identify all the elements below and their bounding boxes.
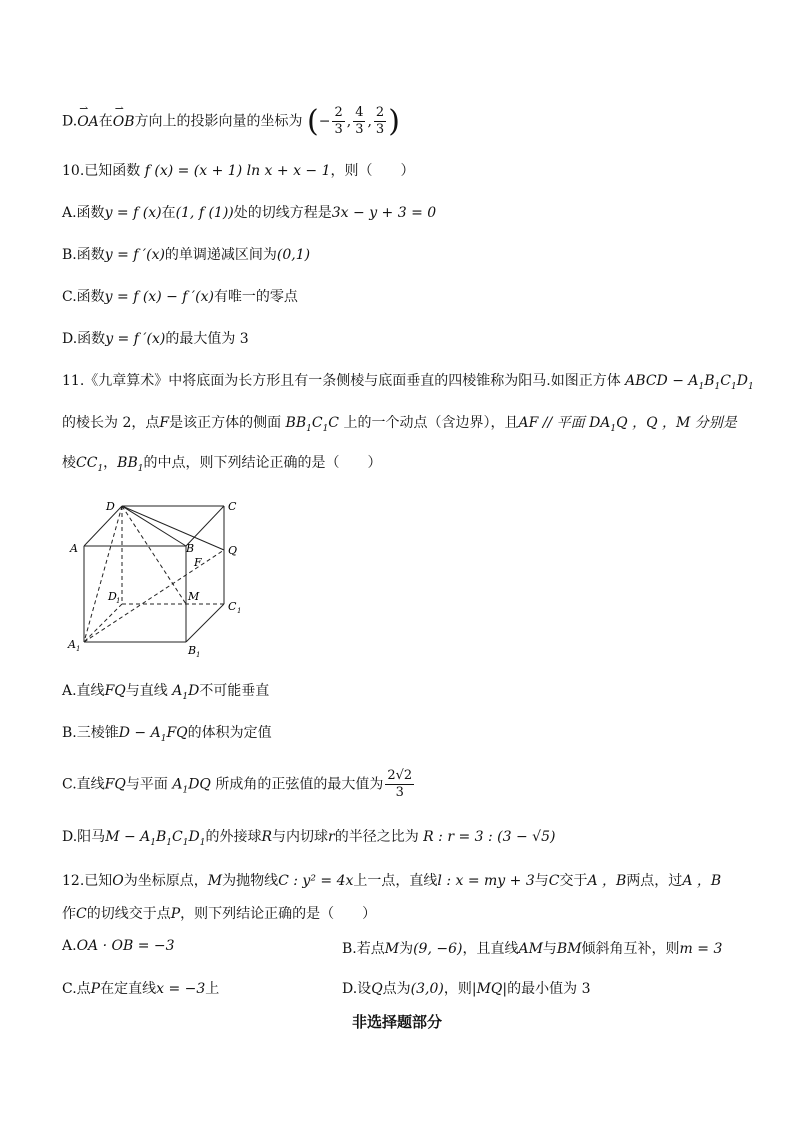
numerator: 2 xyxy=(334,105,343,120)
text: 的最大值为 3 xyxy=(165,331,249,347)
denominator: 3 xyxy=(395,785,404,800)
fraction xyxy=(332,105,344,138)
label-b1: B xyxy=(188,644,197,657)
denominator: 3 xyxy=(375,122,385,137)
text: 在 xyxy=(98,113,113,130)
text: 上的一个动点（含边界），且 xyxy=(343,415,519,431)
math: BM xyxy=(556,941,582,957)
q12-option-a xyxy=(62,938,175,954)
text: 有唯一的零点 xyxy=(213,289,298,305)
label-a: A xyxy=(70,542,78,555)
edge xyxy=(84,506,122,546)
math: Q xyxy=(371,981,383,997)
option-label: C.直线 xyxy=(62,776,105,793)
text: 与 xyxy=(534,873,549,889)
math: P xyxy=(170,906,181,922)
left-paren: ( xyxy=(307,104,319,139)
text: 的半径之比为 xyxy=(334,829,419,845)
label-sub: 1 xyxy=(237,607,242,615)
math: Q ，Q ，M 分别是 xyxy=(616,415,737,431)
text: 的体积为定值 xyxy=(187,725,272,741)
math: m = 3 xyxy=(679,941,723,957)
math: (0,1) xyxy=(276,247,311,263)
math: OA · OB = −3 xyxy=(76,938,175,954)
fraction xyxy=(374,105,386,138)
text: 棱 xyxy=(62,455,76,471)
math: 3x − y + 3 = 0 xyxy=(331,205,437,221)
text: 为抛物线 xyxy=(222,873,279,889)
cube-figure xyxy=(62,490,262,660)
label-f: F xyxy=(194,556,202,569)
option-label: B.若点 xyxy=(342,941,385,957)
option-label: D. xyxy=(62,113,78,130)
text: 上 xyxy=(205,981,220,997)
q10-option-b xyxy=(62,244,310,264)
section-title: 非选择题部分 xyxy=(351,1013,442,1031)
text: 的切线交于点 xyxy=(86,906,171,922)
option-label: A.函数 xyxy=(62,205,105,221)
text: 在定直线 xyxy=(100,981,157,997)
q11-option-d: D.阳马$M - A_1B_1C_1D_1$的外接球R与内切球r的半径之比为 R : r = 3 : (3 − √5) xyxy=(62,829,556,848)
option-label: D.阳马 xyxy=(62,829,106,845)
math: AF // 平面 DA xyxy=(518,415,611,431)
fraction xyxy=(353,105,365,138)
label-sub: 1 xyxy=(196,651,201,659)
q12-option-b xyxy=(342,938,722,958)
math: FQ xyxy=(104,776,126,793)
math: (3,0) xyxy=(410,981,444,997)
numerator: 2√2 xyxy=(387,768,413,783)
edge xyxy=(122,506,224,550)
label-c: C xyxy=(228,500,237,513)
q11-line1: 11.《九章算术》中将底面为长方形且有一条侧棱与底面垂直的四棱锥称为阳马.如图正方体 ABCD − $A_1B_1C_1D_1$ xyxy=(62,373,754,392)
vector-ob: ⇀ OB xyxy=(113,114,135,130)
q11-line2: 的棱长为 2，点F是该正方体的侧面 $BB_1C_1C$ 上的一个动点（含边界），且AF // 平面 $DA_1Q$ ，Q ，M 分别是 xyxy=(62,415,737,434)
vector-oa: ⇀ OA xyxy=(77,114,99,130)
math: R : r = 3 : (3 − √5) xyxy=(423,829,556,845)
q11-option-b: B.三棱锥$D - A_1FQ$的体积为定值 xyxy=(62,725,272,744)
text: 的最小值为 3 xyxy=(507,981,591,997)
function-expr: f (x) = (x + 1) ln x + x − 1 xyxy=(144,163,331,179)
math: F xyxy=(159,415,170,431)
text: 11.《九章算术》中将底面为长方形且有一条侧棱与底面垂直的四棱锥称为阳马.如图正方体 xyxy=(62,373,621,389)
label-sub: 1 xyxy=(116,597,121,605)
text: 是该正方体的侧面 xyxy=(169,415,282,431)
label-sub: 1 xyxy=(76,645,81,653)
minus: − xyxy=(318,113,331,130)
math: FQ xyxy=(104,683,126,699)
math: AM xyxy=(518,941,543,957)
label-a1: A xyxy=(68,638,76,651)
math: O xyxy=(112,873,124,889)
text: ，且直线 xyxy=(462,941,519,957)
text: 12.已知 xyxy=(62,873,113,889)
math: y = f ′(x) xyxy=(104,247,165,263)
math: C : y² = 4x xyxy=(278,873,354,889)
math: A ，B xyxy=(587,873,627,889)
text: 点为 xyxy=(382,981,411,997)
math: C xyxy=(76,906,87,922)
q9-option-d: D.⇀ OA在⇀ OB方向上的投影向量的坐标为 (− $\frac{2}{3}$ , $\frac{4}{3}$ , $\frac{2}{3}$ ) xyxy=(62,104,400,139)
math: r xyxy=(328,829,335,845)
text: 的中点，则下列结论正确的是（ ） xyxy=(143,455,382,471)
math: y = f (x) − f ′(x) xyxy=(104,289,214,305)
math: M xyxy=(384,941,400,957)
edge xyxy=(122,506,186,546)
math: y = f ′(x) xyxy=(105,331,166,347)
text: 处的切线方程是 xyxy=(233,205,332,221)
text: ，则 xyxy=(443,981,472,997)
text: 不可能垂直 xyxy=(199,683,270,699)
text: 倾斜角互补，则 xyxy=(581,941,680,957)
math: (9, −6) xyxy=(413,941,463,957)
math: M xyxy=(207,873,223,889)
text: 为坐标原点， xyxy=(123,873,208,889)
q12-line2 xyxy=(62,903,376,923)
label-c1: C xyxy=(228,600,237,613)
q11-option-a: A.直线FQ与直线 $A_1D$不可能垂直 xyxy=(62,683,270,702)
q12-line1 xyxy=(62,870,721,890)
text: 与内切球 xyxy=(272,829,328,845)
option-label: B.三棱锥 xyxy=(62,725,119,741)
option-label: B.函数 xyxy=(62,247,105,263)
label-d1: D xyxy=(108,590,117,603)
text: 与平面 xyxy=(125,776,168,793)
hidden-edge xyxy=(122,506,186,604)
text: 在 xyxy=(161,205,176,221)
q11-line3: 棱$CC_1$，$BB_1$的中点，则下列结论正确的是（ ） xyxy=(62,455,382,474)
math: |MQ| xyxy=(471,981,508,997)
question-number: 10.已知函数 xyxy=(62,163,141,179)
option-label: A. xyxy=(62,938,77,954)
text: 交于 xyxy=(559,873,588,889)
math: x = −3 xyxy=(156,981,206,997)
denominator: 3 xyxy=(334,122,343,137)
text: 与直线 xyxy=(125,683,168,699)
text: 与 xyxy=(542,941,557,957)
math: C xyxy=(548,873,560,889)
option-label: C.点 xyxy=(62,981,91,997)
text: ，则下列结论正确的是（ ） xyxy=(180,906,377,922)
numerator: 2 xyxy=(375,105,385,120)
denominator: 3 xyxy=(355,122,364,137)
math: y = f (x) xyxy=(104,205,162,221)
q12-option-c xyxy=(62,978,219,998)
q11-option-c: C.直线FQ与平面 $A_1DQ$ 所成角的正弦值的最大值为 $\frac{2√2}{3}$ xyxy=(62,768,413,800)
label-q: Q xyxy=(228,544,238,557)
edge xyxy=(186,506,224,546)
option-text: 方向上的投影向量的坐标为 xyxy=(134,113,303,130)
text: 为 xyxy=(399,941,414,957)
text: 作 xyxy=(62,906,76,922)
math: ABCD − A xyxy=(625,373,699,389)
text: 的棱长为 2，点 xyxy=(62,415,160,431)
q10-option-c xyxy=(62,286,298,306)
text: 两点，过 xyxy=(626,873,683,889)
option-label: D.设 xyxy=(342,981,372,997)
fraction xyxy=(385,768,414,801)
text: 的单调递减区间为 xyxy=(164,247,277,263)
text: ，则（ ） xyxy=(330,163,415,179)
hidden-edge xyxy=(84,550,224,642)
text: 上一点，直线 xyxy=(353,873,438,889)
option-label: C.函数 xyxy=(62,289,105,305)
edge xyxy=(186,604,224,642)
option-label: D.函数 xyxy=(62,331,106,347)
math: P xyxy=(90,981,101,997)
label-b: B xyxy=(186,542,195,555)
label-d: D xyxy=(106,500,115,513)
text: 所成角的正弦值的最大值为 xyxy=(215,776,384,793)
math: l : x = my + 3 xyxy=(437,873,535,889)
q12-option-d xyxy=(342,978,590,998)
q10-stem xyxy=(62,160,415,180)
q10-option-a xyxy=(62,202,436,222)
q10-option-d xyxy=(62,328,249,348)
label-m: M xyxy=(188,590,200,603)
text: 的外接球 xyxy=(205,829,262,845)
math: R xyxy=(261,829,272,845)
option-label: A.直线 xyxy=(62,683,105,699)
math: (1, f (1)) xyxy=(175,205,234,221)
math: A ，B xyxy=(682,873,722,889)
numerator: 4 xyxy=(355,105,364,120)
right-paren: ) xyxy=(388,104,400,139)
